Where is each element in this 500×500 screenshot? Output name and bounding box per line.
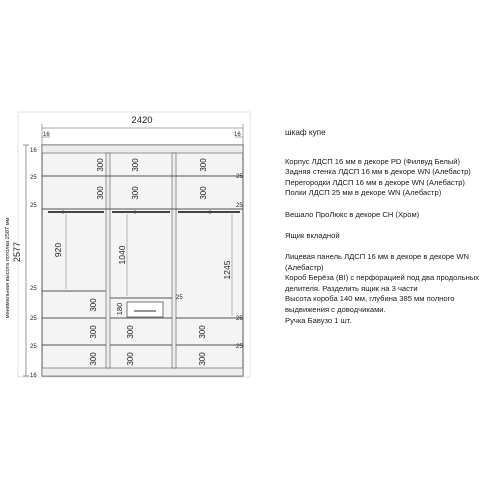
compartment-300-label: 300 [199, 186, 208, 200]
top-board [42, 145, 243, 153]
shelf-thickness-label-3: 25 [30, 286, 37, 292]
rod-right-mark [209, 211, 212, 214]
right-thickness-label-4: 25 [236, 316, 243, 322]
top-thickness-label: 16 [30, 148, 37, 154]
compartment-300-label: 300 [199, 158, 208, 172]
shelf-thickness-label-4: 25 [30, 316, 37, 322]
spec-line-handle: Ручка Бавузо 1 шт. [285, 315, 352, 325]
side-left-label: 16 [43, 132, 50, 138]
partition-right [172, 153, 176, 368]
compartment-300-label: 300 [96, 158, 105, 172]
spec-line-box: Короб Берёза (BI) с перфорацией под два продольных делителя. Разделить ящик на 3 части [285, 273, 480, 293]
total-height-label: 2577 [12, 241, 22, 263]
compartment-300-label: 300 [126, 325, 135, 339]
total-width-label: 2420 [131, 115, 153, 126]
shelf-thickness-label-2: 25 [30, 203, 37, 209]
right-thickness-label-3: 25 [176, 295, 183, 301]
right-thickness-label-1: 25 [236, 174, 243, 180]
hanging-height-label-left: 920 [53, 242, 63, 258]
hanging-height-label-right: 1245 [222, 260, 232, 280]
spec-line-back: Задняя стенка ЛДСП 16 мм в декоре WN (Алебастр) [285, 167, 471, 177]
drawer-front [127, 302, 163, 317]
compartment-300-label: 300 [89, 352, 98, 366]
spec-line-facade: Лицевая панель ЛДСП 16 мм в декоре в декоре WN (Алебастр) [285, 251, 470, 272]
right-thickness-label-2: 25 [236, 203, 243, 209]
compartment-300-label: 300 [89, 298, 98, 312]
hanging-height-label-middle: 1040 [117, 245, 127, 265]
compartment-300-label: 300 [131, 186, 140, 200]
spec-line-partitions: Перегородки ЛДСП 16 мм в декоре WN (Алебастр) [285, 177, 465, 187]
shelf-thickness-label-5: 25 [30, 344, 37, 350]
cabinet-body [42, 145, 243, 376]
compartment-300-label: 300 [89, 325, 98, 339]
notes-gap-3 [285, 241, 495, 252]
notes-gap-2 [285, 220, 495, 231]
compartment-300-label: 300 [198, 325, 207, 339]
notes-title: шкаф купе [285, 128, 326, 137]
specification-notes [285, 128, 495, 326]
rod-left-mark [62, 211, 65, 214]
side-right-label: 16 [234, 132, 241, 138]
partition-left [106, 153, 110, 368]
spec-line-drawer: Ящик вкладной [285, 230, 340, 240]
spec-line-body: Корпус ЛДСП 16 мм в декоре PD (Филвуд Белый) [285, 156, 461, 166]
shelf-thickness-label-1: 25 [30, 175, 37, 181]
compartment-300-label: 300 [131, 158, 140, 172]
rod-middle-mark [134, 211, 137, 214]
right-thickness-label-5: 25 [236, 344, 243, 350]
compartment-300-label: 300 [198, 352, 207, 366]
spec-line-shelves: Полки ЛДСП 25 мм в декоре WN (Алебастр) [285, 188, 442, 198]
bottom-thickness-label: 16 [30, 373, 37, 379]
compartment-300-label: 300 [126, 352, 135, 366]
bottom-board [42, 368, 243, 376]
spec-line-box-size: Высота короба 140 мм, глубина 385 мм полного выдвижения с доводчиками. [285, 294, 455, 314]
drawer-height-label: 180 [115, 302, 124, 316]
ceiling-note: минимальная высота потолка 2587 мм [5, 217, 11, 319]
compartment-300-label: 300 [96, 186, 105, 200]
spec-line-hanger: Вешало ПроЛюкс в декоре СН (Хром) [285, 209, 420, 219]
notes-gap-1 [285, 199, 495, 210]
